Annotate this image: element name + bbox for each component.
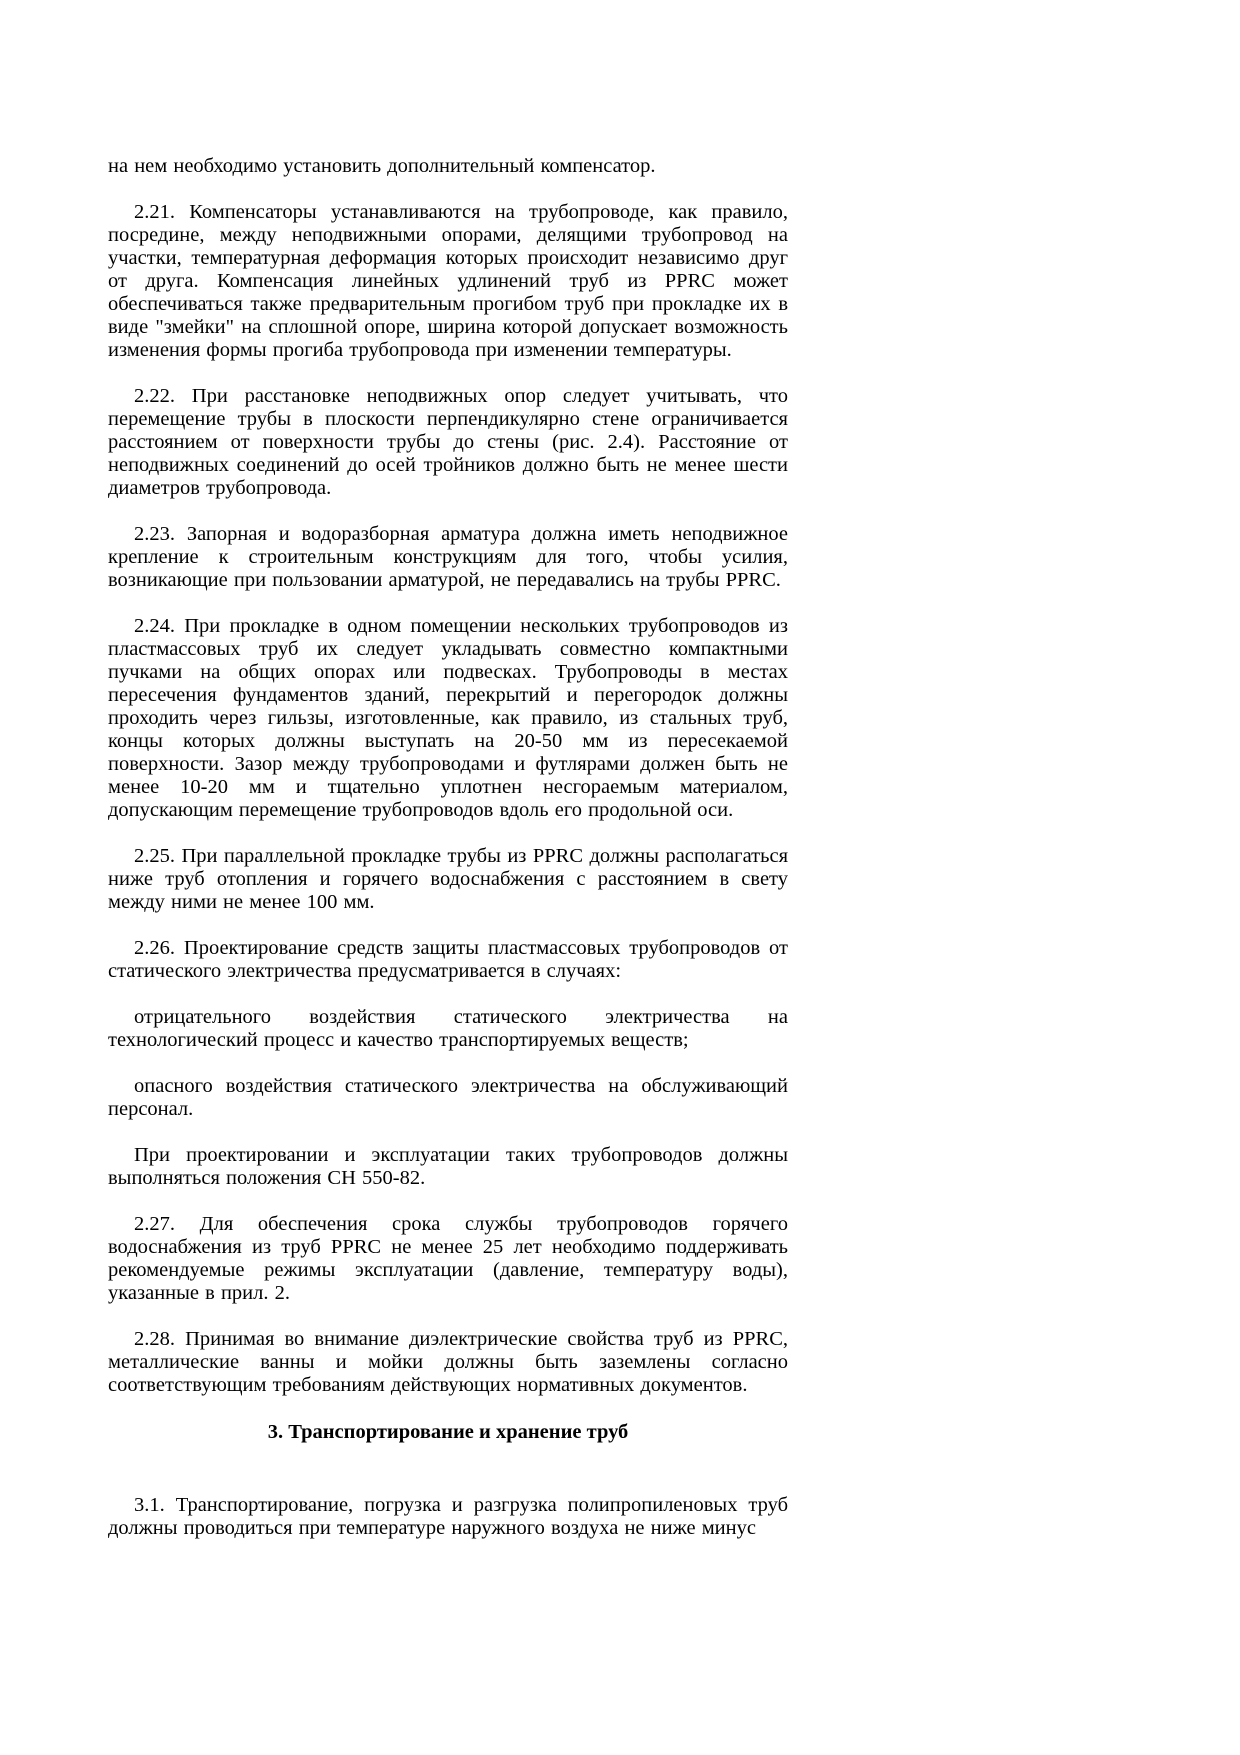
document-body [108, 155, 788, 1540]
paragraph-2-26: 2.26. Проектирование средств защиты пластмассовых трубопроводов от статического электричества предусматривается в случаях: [108, 937, 788, 982]
paragraph-2-23: 2.23. Запорная и водоразборная арматура должна иметь неподвижное крепление к строительным конструкциям для того, чтобы усилия, возникающие при пользовании арматурой, не передавались на трубы PPRC. [108, 523, 788, 591]
paragraph-3-1: 3.1. Транспортирование, погрузка и разгрузка полипропиленовых труб должны проводиться при температуре наружного воздуха не ниже минус [108, 1494, 788, 1539]
paragraph-case-negative-impact: отрицательного воздействия статического электричества на технологический процесс и качество транспортируемых веществ; [108, 1006, 788, 1051]
paragraph-sn-550-82: При проектировании и эксплуатации таких трубопроводов должны выполняться положения СН 550-82. [108, 1144, 788, 1189]
paragraph-2-28: 2.28. Принимая во внимание диэлектрические свойства труб из PPRC, металлические ванны и мойки должны быть заземлены согласно соответствующим требованиям действующих нормативных документов. [108, 1328, 788, 1396]
paragraph-2-24: 2.24. При прокладке в одном помещении нескольких трубопроводов из пластмассовых труб их следует укладывать совместно компактными пучками на общих опорах или подвесках. Трубопроводы в местах пересечения фундаментов зданий, перекрытий и перегородок должны проходить через гильзы, изготовленные, как правило, из стальных труб, концы которых должны выступать на 20-50 мм из пересекаемой поверхности. Зазор между трубопроводами и футлярами должен быть не менее 10-20 мм и тщательно уплотнен несгораемым материалом, допускающим перемещение трубопроводов вдоль его продольной оси. [108, 615, 788, 821]
paragraph-2-25: 2.25. При параллельной прокладке трубы из PPRC должны располагаться ниже труб отопления и горячего водоснабжения с расстоянием в свету между ними не менее 100 мм. [108, 845, 788, 913]
paragraph-2-22: 2.22. При расстановке неподвижных опор следует учитывать, что перемещение трубы в плоскости перпендикулярно стене ограничивается расстоянием от поверхности трубы до стены (рис. 2.4). Расстояние от неподвижных соединений до осей тройников должно быть не менее шести диаметров трубопровода. [108, 385, 788, 499]
paragraph-2-21: 2.21. Компенсаторы устанавливаются на трубопроводе, как правило, посредине, между неподвижными опорами, делящими трубопровод на участки, температурная деформация которых происходит независимо друг от друга. Компенсация линейных удлинений труб из PPRC может обеспечиваться также предварительным прогибом труб при прокладке их в виде "змейки" на сплошной опоре, ширина которой допускает возможность изменения формы прогиба трубопровода при изменении температуры. [108, 201, 788, 361]
section-heading-transport-and-storage: 3. Транспортирование и хранение труб [267, 1421, 629, 1443]
paragraph-intro-continuation: на нем необходимо установить дополнительный компенсатор. [108, 155, 656, 177]
paragraph-case-dangerous-impact: опасного воздействия статического электричества на обслуживающий персонал. [108, 1075, 788, 1120]
paragraph-2-27: 2.27. Для обеспечения срока службы трубопроводов горячего водоснабжения из труб PPRC не менее 25 лет необходимо поддерживать рекомендуемые режимы эксплуатации (давление, температуру воды), указанные в прил. 2. [108, 1213, 788, 1304]
